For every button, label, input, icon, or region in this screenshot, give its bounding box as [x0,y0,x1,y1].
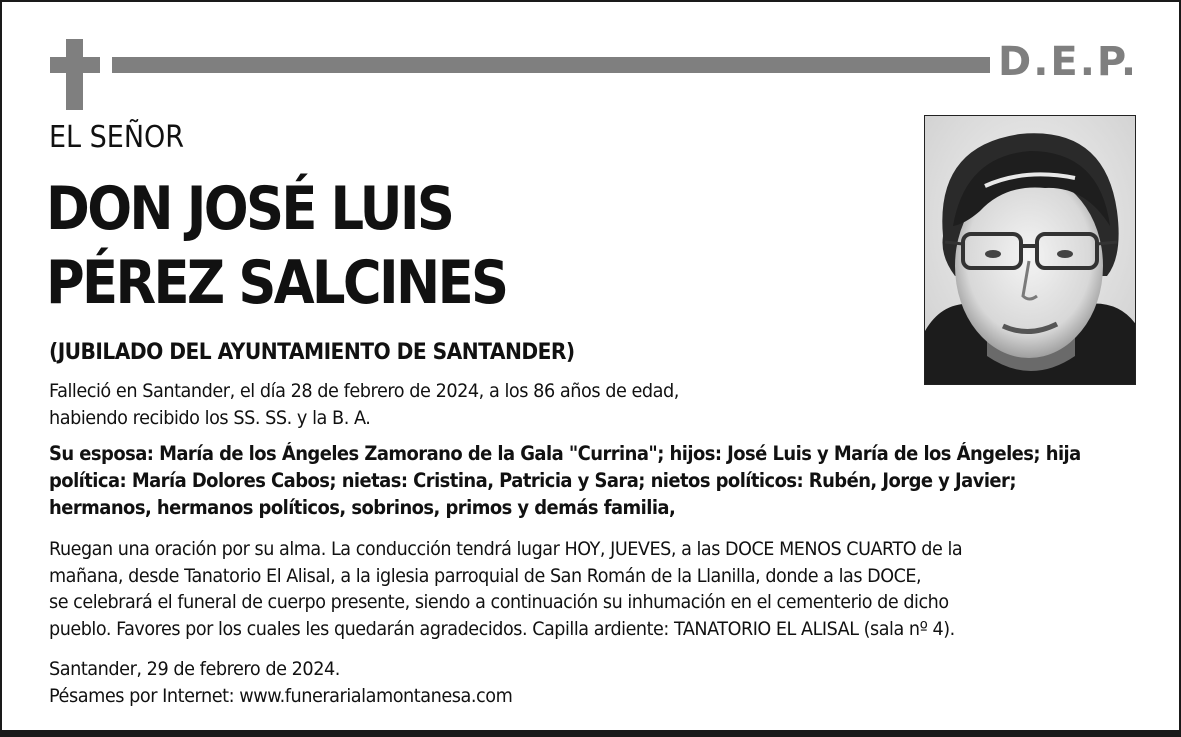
death-notice-line: Falleció en Santander, el día 28 de febrero de 2024, a los 86 años de edad, [49,380,679,402]
header-rule [112,57,990,73]
occupation-subtitle: (JUBILADO DEL AYUNTAMIENTO DE SANTANDER) [49,340,575,365]
date-line: Santander, 29 de febrero de 2024. [49,658,340,680]
family-line: Su esposa: María de los Ángeles Zamorano de la Gala "Currina"; hijos: José Luis y María de los Ángeles; hija [49,442,1081,465]
funeral-line: pueblo. Favores por los cuales les quedarán agradecidos. Capilla ardiente: TANATORIO EL ALISAL (sala nº 4). [49,617,955,640]
portrait-image [925,116,1136,385]
dep-label: D.E.P. [998,39,1139,85]
death-notice-line: habiendo recibido los SS. SS. y la B. A. [49,406,371,429]
cross-icon-arm [50,57,100,73]
name-line-1: DON JOSÉ LUIS [46,174,453,244]
family-line: hermanos, hermanos políticos, sobrinos, primos y demás familia, [49,496,676,519]
deceased-name [46,172,506,320]
family-line: política: María Dolores Cabos; nietas: Cristina, Patricia y Sara; nietos políticos: Rubén, Jorge y Javier; [49,469,1016,492]
family-list [49,440,1125,521]
cross-icon [66,39,83,110]
title-prefix: EL SEÑOR [49,120,185,155]
funeral-details [49,536,1131,642]
funeral-line: se celebrará el funeral de cuerpo presente, siendo a continuación su inhumación en el cementerio de dicho [49,591,949,613]
footer [49,656,886,709]
portrait-photo [924,115,1136,385]
name-line-2: PÉREZ SALCINES [46,248,507,318]
funeral-line: Ruegan una oración por su alma. La conducción tendrá lugar HOY, JUEVES, a las DOCE MENOS CUARTO de la [49,538,963,560]
death-notice [49,378,886,431]
funeral-line: mañana, desde Tanatorio El Alisal, a la iglesia parroquial de San Román de la Llanilla, donde a las DOCE, [49,564,922,587]
condolences-link: Pésames por Internet: www.funerarialamontanesa.com [49,684,513,707]
